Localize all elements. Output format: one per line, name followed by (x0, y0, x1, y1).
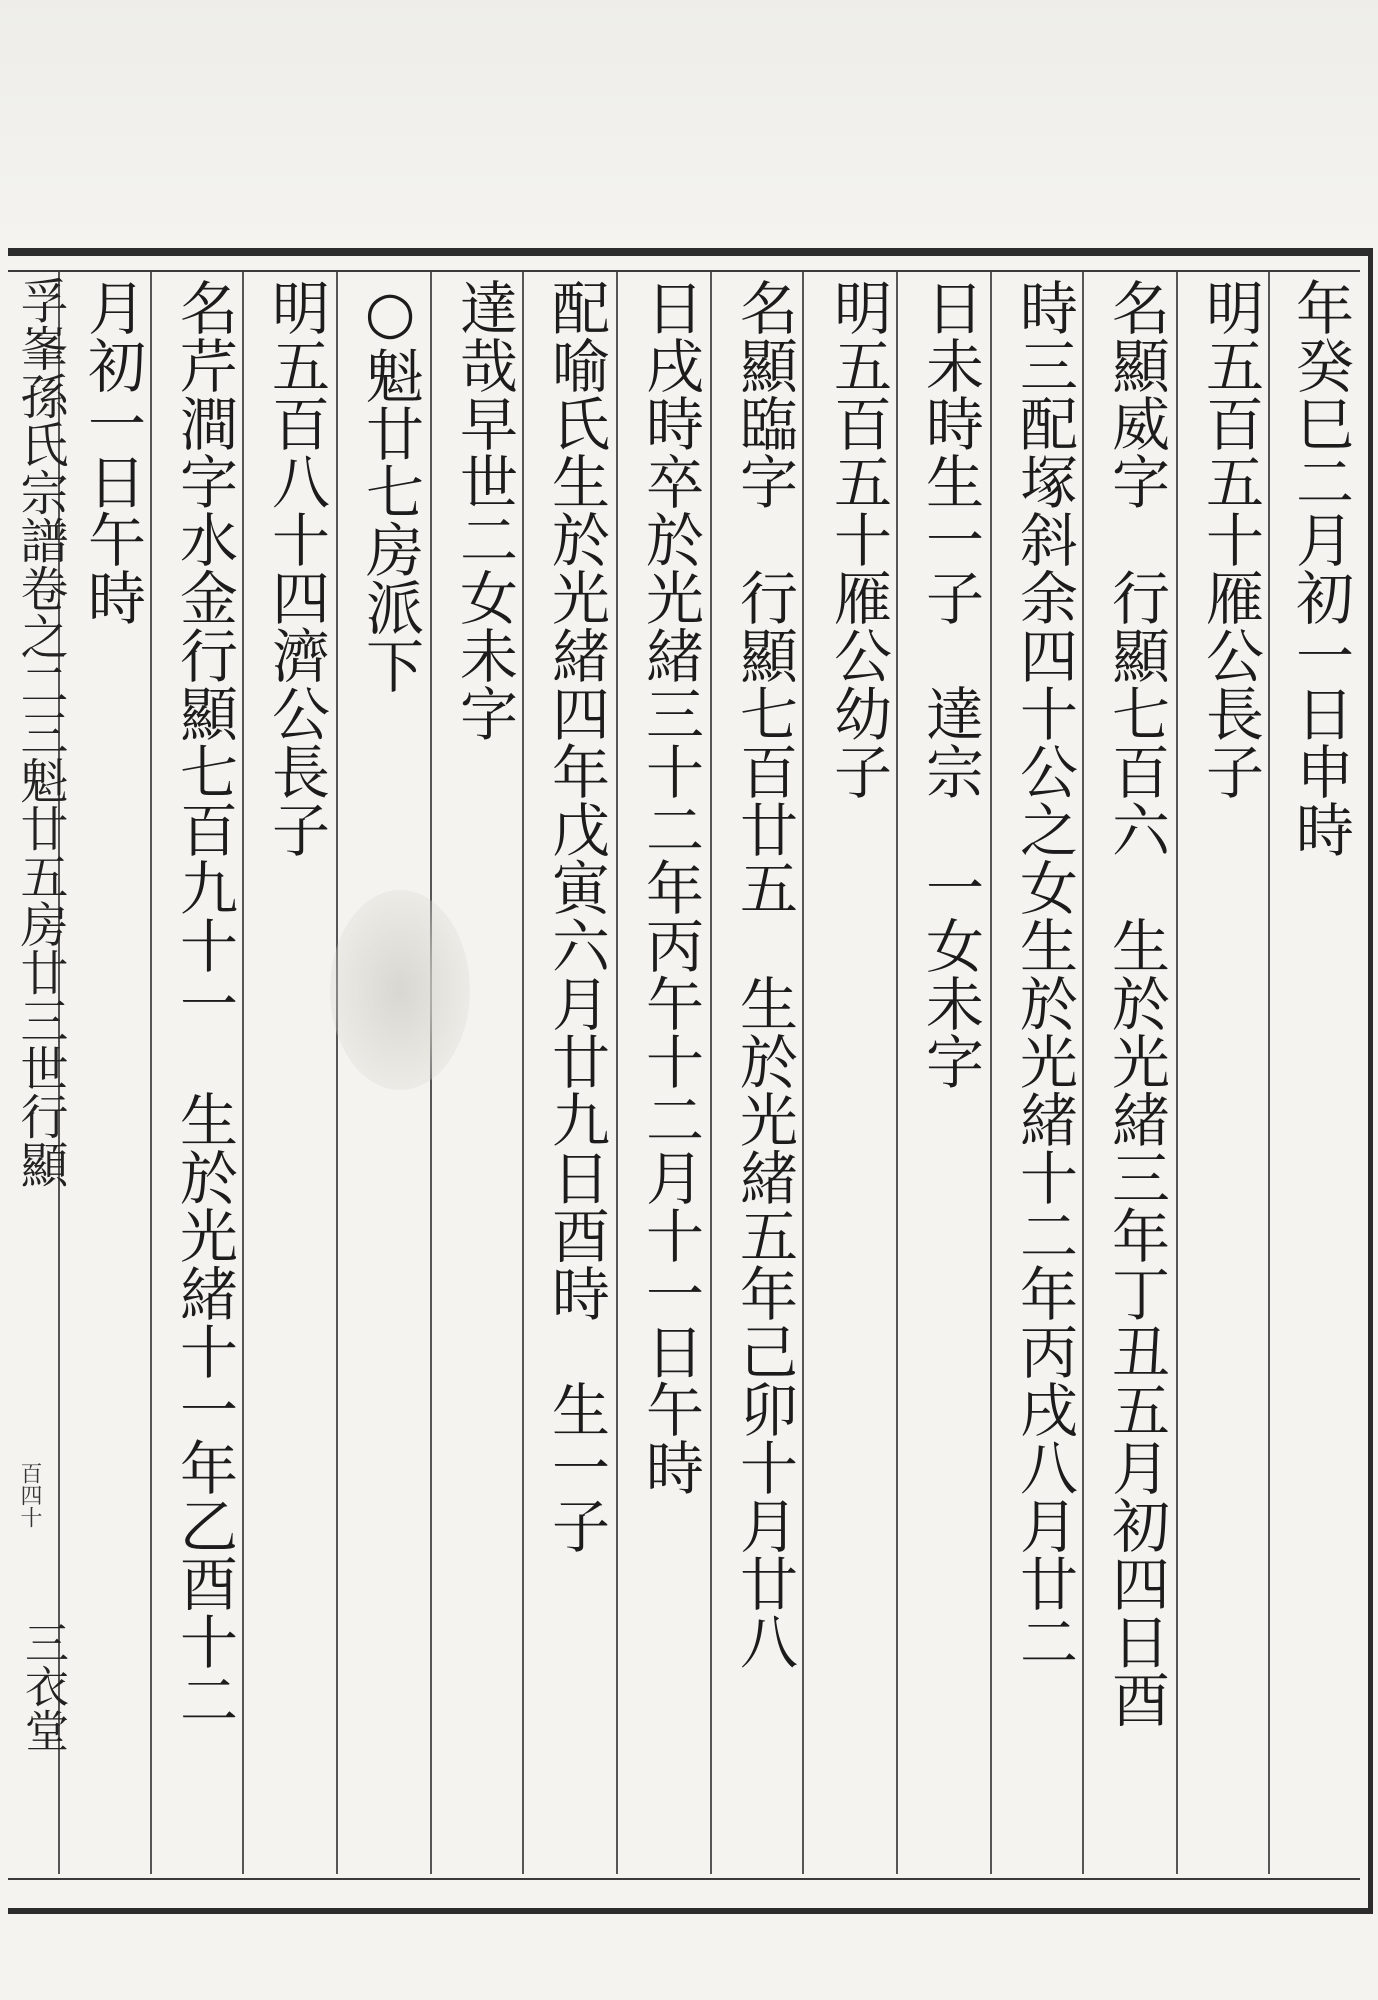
paper-shadow (0, 0, 1378, 240)
column-rule (336, 272, 338, 1874)
leaf-number: 百四十 (17, 1462, 42, 1528)
text-column-3: 名顯威字 行顯七百六 生於光緒三年丁丑五月初四日酉 (1102, 278, 1170, 1728)
text-column-6: 明五百五十雁公幼子 (824, 278, 892, 800)
paper-stain (330, 890, 470, 1090)
text-column-2: 明五百五十雁公長子 (1196, 278, 1264, 800)
text-column-14: 月初一日午時 (78, 278, 146, 626)
text-column-5: 日未時生一子 達宗 一女未字 (916, 278, 984, 1090)
column-rule (990, 272, 992, 1874)
text-column-8: 日戌時卒於光緒三十二年丙午十二月十一日午時 (636, 278, 704, 1496)
text-column-9: 配喻氏生於光緒四年戊寅六月廿九日酉時 生一子 (542, 278, 610, 1554)
hall-name: 三衣堂 (17, 1620, 68, 1752)
text-column-10: 達哉早世二女未字 (450, 278, 518, 742)
text-column-13: 名芹澗字水金行顯七百九十一 生於光緒十一年乙酉十二 (170, 278, 238, 1728)
margin-title: 孚峯孫氏宗譜卷之二三魁廿五房廿三世行顯 (12, 276, 68, 1188)
text-column-12: 明五百八十四濟公長子 (262, 278, 330, 858)
text-column-7: 名顯臨字 行顯七百廿五 生於光緒五年己卯十月廿八 (730, 278, 798, 1670)
text-column-11: ○魁廿七房派下 (356, 278, 424, 694)
text-column-1: 年癸巳二月初一日申時 (1286, 278, 1354, 858)
text-column-4: 時三配塚斜余四十公之女生於光緒十二年丙戌八月廿二 (1010, 278, 1078, 1670)
column-rule (710, 272, 712, 1874)
column-rule (1176, 272, 1178, 1874)
column-rule (616, 272, 618, 1874)
